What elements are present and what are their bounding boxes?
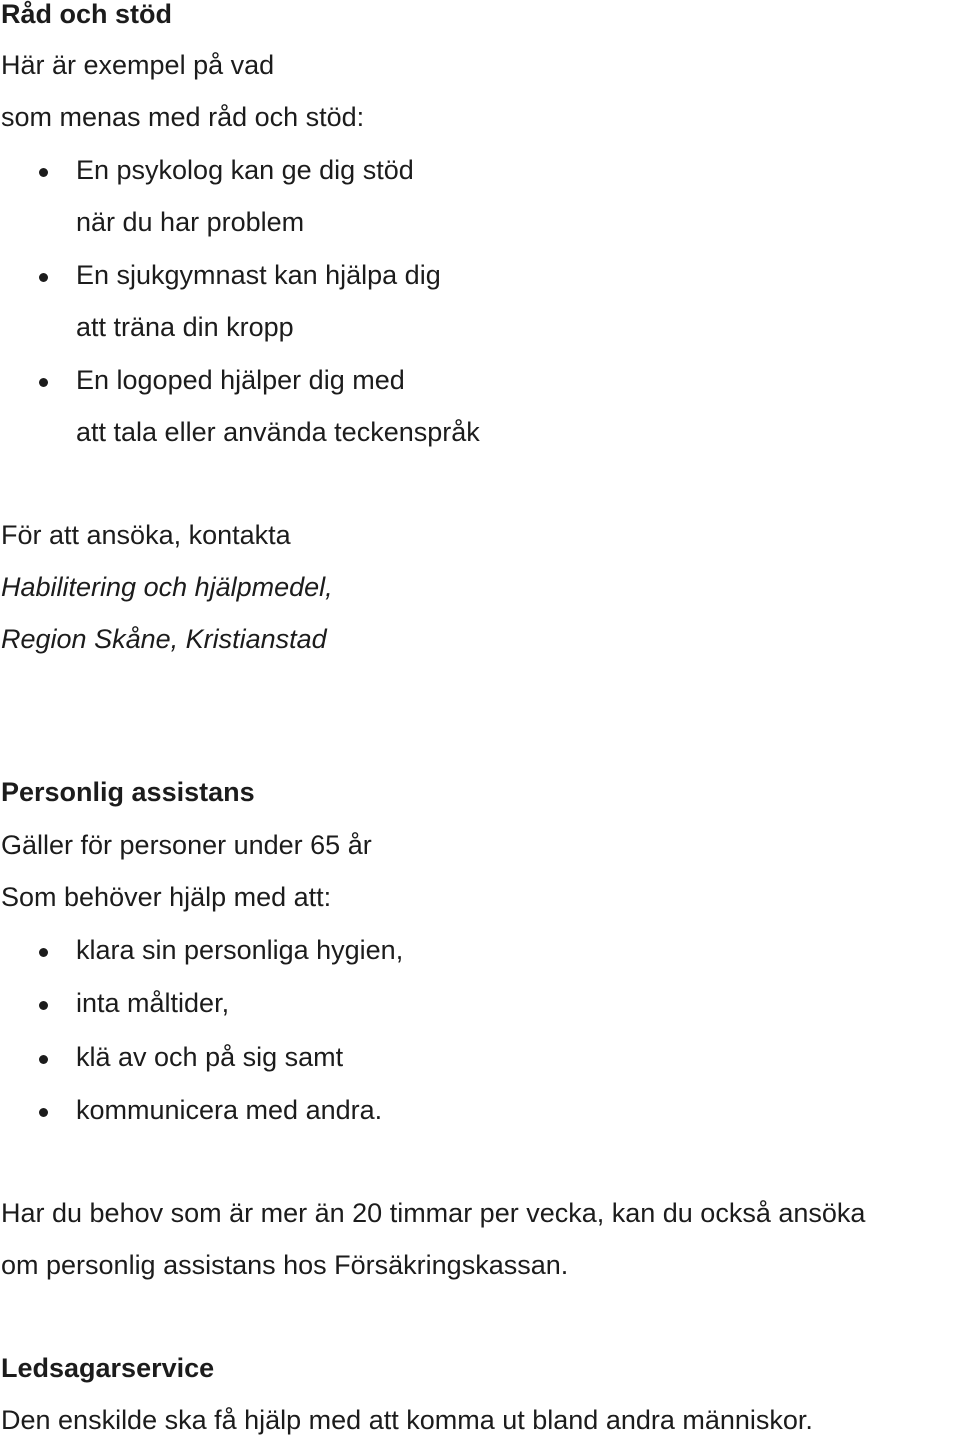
ledsagar-text: Den enskilde ska få hjälp med att komma ut bland andra människor. [1,1405,813,1435]
rad-contact-line-2: Region Skåne, Kristianstad [1,624,327,654]
assistans-bullet-4: kommunicera med andra. [76,1095,383,1125]
assistans-bullet-1: klara sin personliga hygien, [76,935,404,965]
bullet-icon [39,168,48,177]
assistans-intro-line-1: Gäller för personer under 65 år [1,830,372,860]
assistans-note-line-2: om personlig assistans hos Försäkringskassan. [1,1250,569,1280]
assistans-bullet-3: klä av och på sig samt [76,1042,344,1072]
heading-rad-och-stod: Råd och stöd [1,0,173,29]
bullet-icon [39,378,48,387]
rad-contact-line-1: Habilitering och hjälpmedel, [1,572,333,602]
rad-bullet-2-line-2: att träna din kropp [76,312,294,342]
bullet-icon [39,1055,48,1064]
rad-bullet-1-line-2: när du har problem [76,207,305,237]
bullet-icon [39,1108,48,1117]
bullet-icon [39,273,48,282]
rad-intro-line-2: som menas med råd och stöd: [1,102,365,132]
bullet-icon [39,948,48,957]
assistans-bullet-2: inta måltider, [76,988,230,1018]
assistans-intro-line-2: Som behöver hjälp med att: [1,882,332,912]
rad-bullet-3-line-2: att tala eller använda teckenspråk [76,417,480,447]
heading-personlig-assistans: Personlig assistans [1,777,255,807]
heading-ledsagarservice: Ledsagarservice [1,1353,215,1383]
rad-bullet-2-line-1: En sjukgymnast kan hjälpa dig [76,260,441,290]
rad-bullet-1-line-1: En psykolog kan ge dig stöd [76,155,414,185]
rad-apply-text: För att ansöka, kontakta [1,520,291,550]
bullet-icon [39,1001,48,1010]
rad-bullet-3-line-1: En logoped hjälper dig med [76,365,405,395]
rad-intro-line-1: Här är exempel på vad [1,50,275,80]
assistans-note-line-1: Har du behov som är mer än 20 timmar per vecka, kan du också ansöka [1,1198,866,1228]
